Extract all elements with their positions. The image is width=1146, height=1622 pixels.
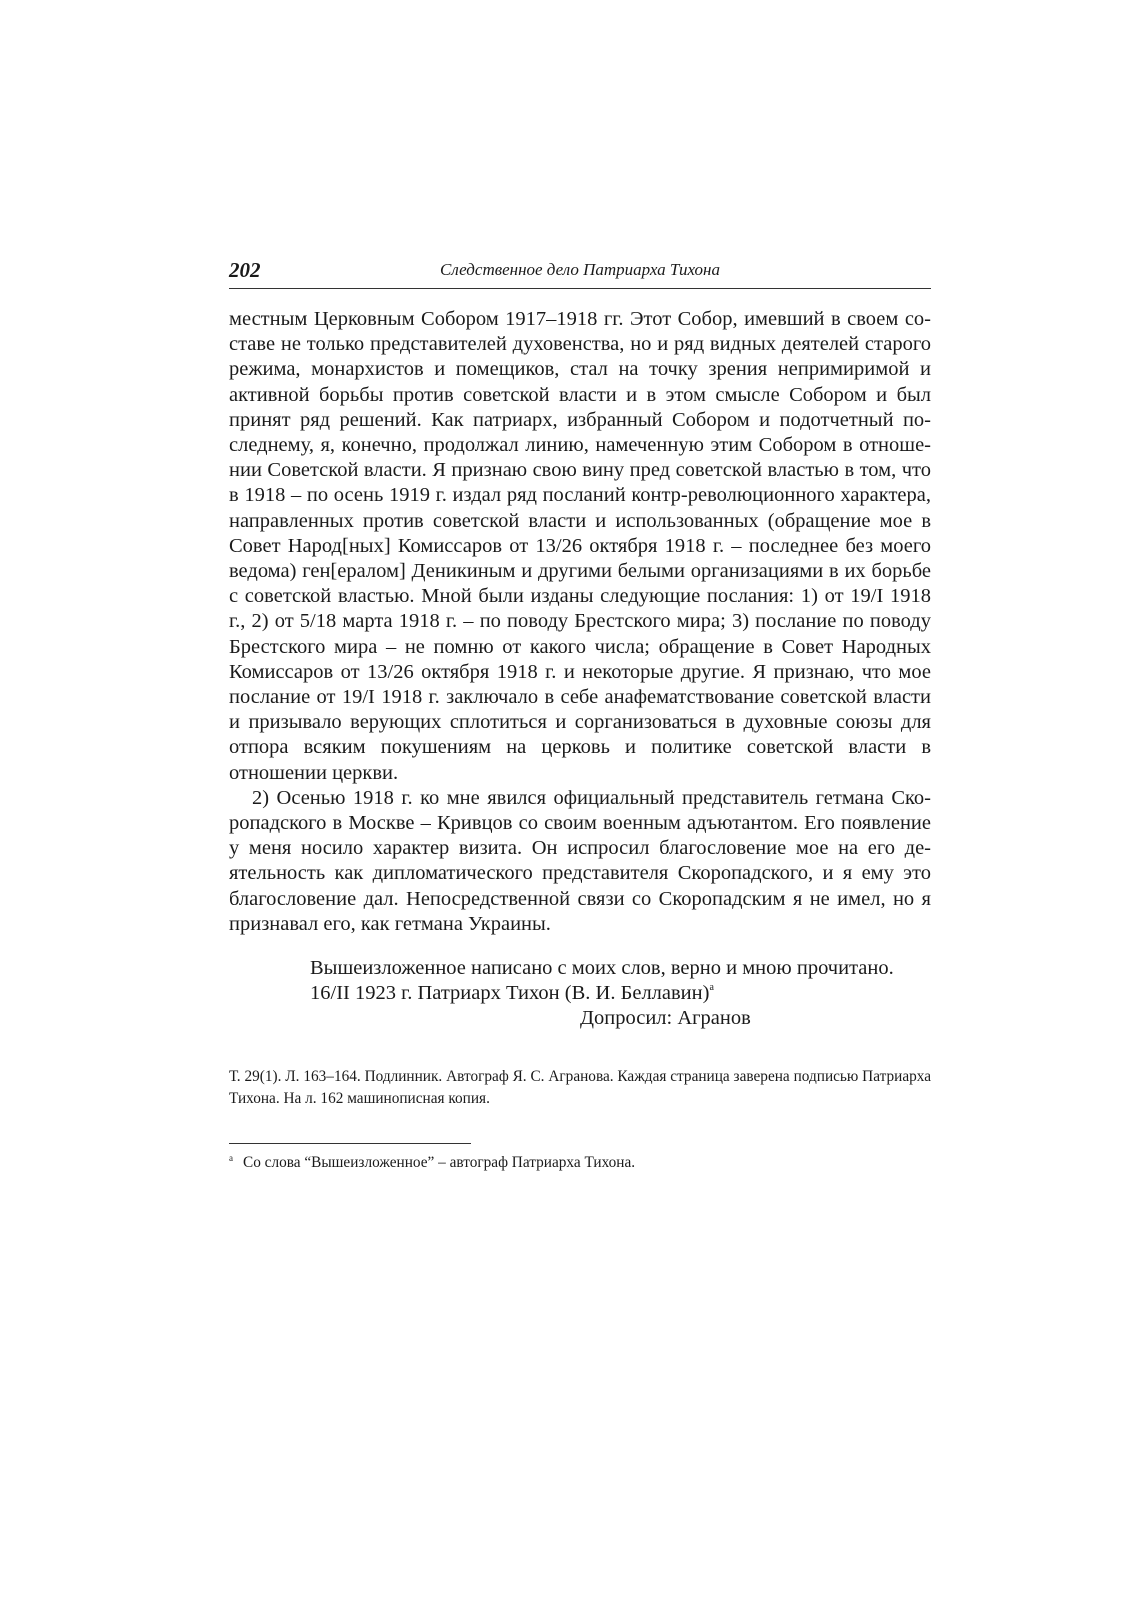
main-text — [229, 307, 931, 937]
signature-block — [310, 956, 930, 1032]
signature-date-name — [310, 981, 930, 1006]
page-number: 202 — [229, 258, 261, 282]
footnote-marker: а — [229, 1153, 233, 1163]
running-head — [229, 258, 931, 289]
footnote-text: Со слова “Вышеизложенное” – автограф Патриарха Тихона. — [243, 1154, 636, 1171]
footnote-divider — [229, 1143, 471, 1144]
running-title: Следственное дело Патриарха Тихона — [440, 260, 720, 279]
footnote — [229, 1152, 931, 1174]
signature-name: 16/II 1923 г. Патриарх Тихон (В. И. Беллавин) — [310, 982, 710, 1005]
paragraph-2: 2) Осенью 1918 г. ко мне явился официальный представитель гетмана Скоропадского в Москве – Кривцов со своим военным адъютантом. Его появление у меня носило характер визита. Он испросил благословение мое на его деятельность как дипломатического представителя Скоропадского, и я ему это благословение дал. Непосредственной связи со Скоропадским я не имел, но я признавал его, как гетмана Украины. — [229, 786, 931, 935]
archive-reference-note: Т. 29(1). Л. 163–164. Подлинник. Автограф Я. С. Агранова. Каждая страница заверена подписью Патриарха Тихона. На л. 162 машинописная копия. — [229, 1068, 931, 1107]
footnote-reference: а — [709, 982, 714, 994]
signature-attestation: Вышеизложенное написано с моих слов, верно и мною прочитано. — [310, 957, 894, 979]
paragraph-continued: местным Церковным Собором 1917–1918 гг. Этот Собор, имевший в своем составе не только представителей духовенства, но и ряд видных деятелей старого режима, монархистов и помещиков, стал на точку зрения непримиримой и активной борьбы против советской власти и в этом смысле Собором и был принят ряд решений. Как патриарх, избранный Собором и подотчетный последнему, я, конечно, продолжал линию, намеченную этим Собором в отношении Советской власти. Я признаю свою вину пред советской властью в том, что в 1918 – по осень 1919 г. издал ряд посланий контр-революционного характера, направленных против советской власти и использованных (обращение мое в Совет Народ[ных] Комиссаров от 13/26 октября 1918 г. – последнее без моего ведома) ген[ералом] Деникиным и другими белыми организациями в их борьбе с советской властью. Мной были изданы следующие послания: 1) от 19/I 1918 г., 2) от 5/18 марта 1918 г. – по поводу Брестского мира; 3) послание по поводу Брестского мира – не помню от какого числа; обращение в Совет Народных Комиссаров от 13/26 октября 1918 г. и некоторые другие. Я признаю, что мое послание от 19/I 1918 г. заключало в себе анафематствование советской власти и призывало верующих сплотиться и сорганизоваться в духовные союзы для отпора всяким покушениям на церковь и политике советской власти в отношении церкви. — [229, 308, 931, 784]
signature-interrogator: Допросил: Агранов — [580, 1007, 751, 1030]
